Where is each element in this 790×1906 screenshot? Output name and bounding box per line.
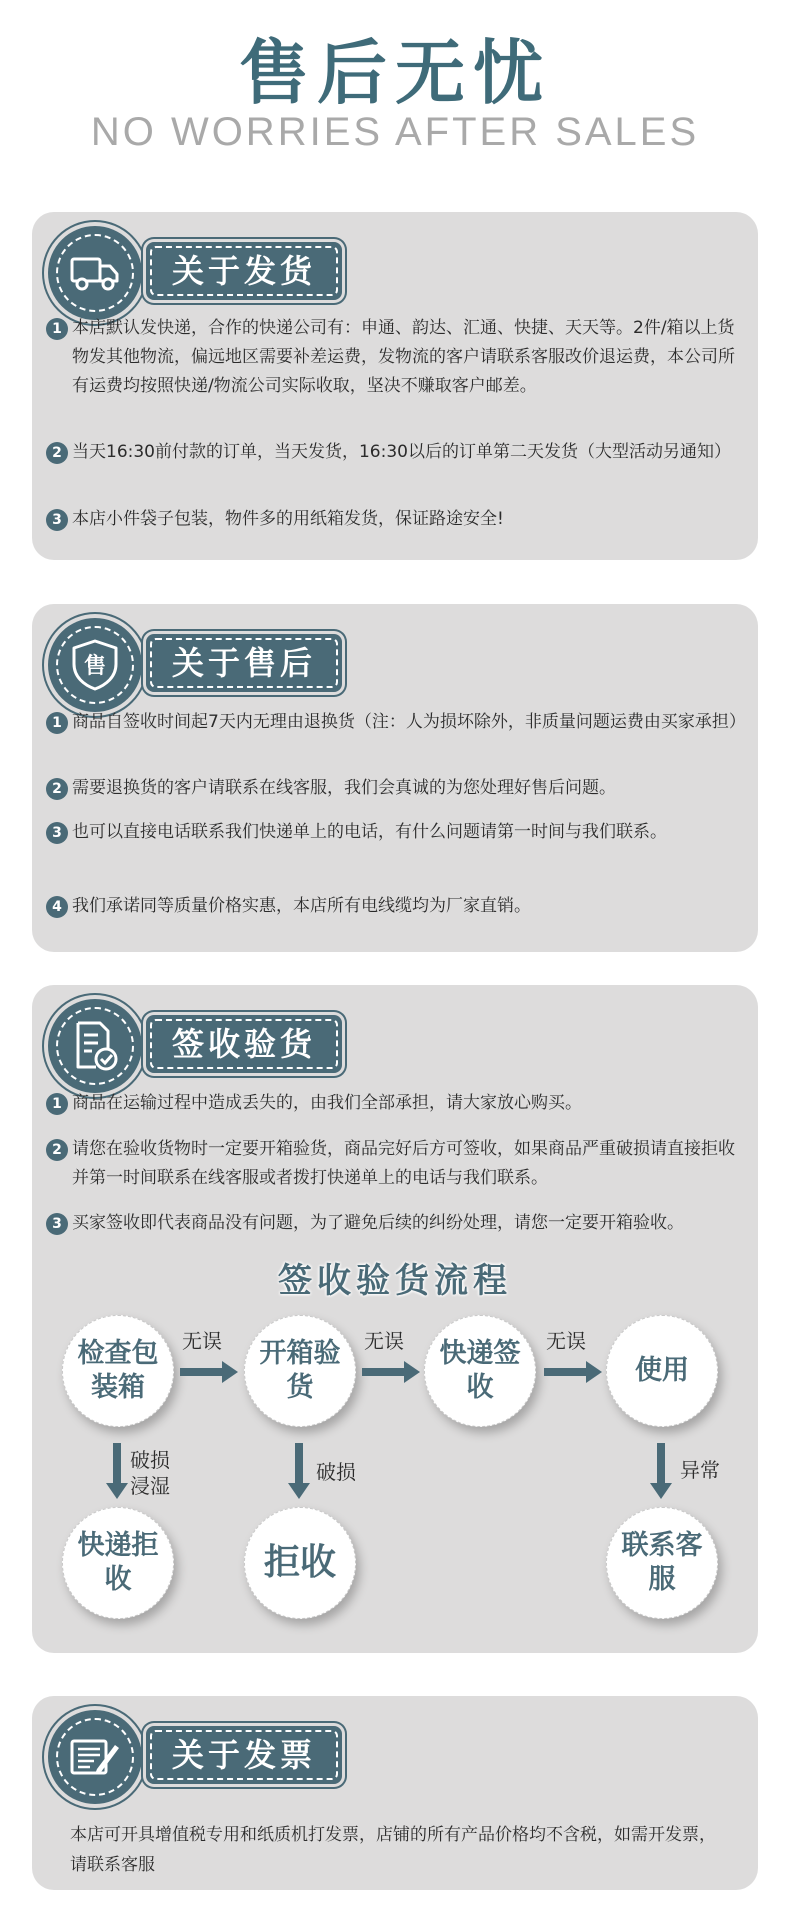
- inspection-item-1: 1 商品在运输过程中造成丢失的，由我们全部承担，请大家放心购买。: [46, 1089, 744, 1118]
- flow-arrow-down-icon: [113, 1443, 121, 1485]
- flow-result-contact-service: 联系客服: [606, 1507, 718, 1619]
- inspection-item-2: 2 请您在验收货物时一定要开箱验货，商品完好后方可签收，如果商品严重破损请直接拒收并第一时间联系在线客服或者拨打快递单上的电话与我们联系。: [46, 1135, 744, 1193]
- inspection-badge: [48, 999, 142, 1093]
- after-sales-heading: 关于售后: [146, 634, 342, 692]
- page-title: 售后无忧: [239, 32, 551, 114]
- shipping-heading: 关于发货: [146, 242, 342, 300]
- shipping-panel: [32, 212, 758, 560]
- flow-arrow-down-icon: [295, 1443, 303, 1485]
- shipping-item-1: 1 本店默认发快递，合作的快递公司有：申通、韵达、汇通、快捷、天天等。2件/箱以上货物发其他物流，偏远地区需要补差运费，发物流的客户请联系客服改价退运费，本公司所有运费均按照快递/物流公司实际收取，坚决不赚取客户邮差。: [46, 314, 744, 401]
- flow-arrow-right-icon: [180, 1368, 224, 1376]
- flow-ok-label-1: 无误: [182, 1329, 222, 1353]
- after-sales-panel: [32, 604, 758, 952]
- inspection-item-3: 3 买家签收即代表商品没有问题，为了避免后续的纠纷处理，请您一定要开箱验收。: [46, 1209, 744, 1238]
- number-badge: 1: [46, 318, 68, 340]
- after-sales-badge: [48, 618, 142, 712]
- invoice-badge: [48, 1710, 142, 1804]
- flow-ok-label-2: 无误: [364, 1329, 404, 1353]
- number-badge: 1: [46, 1093, 68, 1115]
- flow-title: 签收验货流程: [278, 1261, 512, 1301]
- invoice-heading: 关于发票: [146, 1726, 342, 1784]
- invoice-text: 本店可开具增值税专用和纸质机打发票，店铺的所有产品价格均不含税，如需开发票，请联系客服: [70, 1825, 716, 1875]
- number-badge: 3: [46, 509, 68, 531]
- inspection-panel: [32, 985, 758, 1653]
- shipping-badge: [48, 226, 142, 320]
- shipping-item-2: 2 当天16:30前付款的订单，当天发货，16:30以后的订单第二天发货（大型活动另通知）: [46, 438, 744, 467]
- flow-arrow-right-icon: [362, 1368, 406, 1376]
- number-badge: 2: [46, 442, 68, 464]
- flow-step-check-box: 检查包装箱: [62, 1315, 174, 1427]
- inspection-heading: 签收验货: [146, 1015, 342, 1073]
- flow-ok-label-3: 无误: [546, 1329, 586, 1353]
- after-sales-item-2: 2 需要退换货的客户请联系在线客服，我们会真诚的为您处理好售后问题。: [46, 774, 744, 803]
- after-sales-item-3: 3 也可以直接电话联系我们快递单上的电话，有什么问题请第一时间与我们联系。: [46, 818, 744, 847]
- flow-branch-label-1: 破损浸湿: [130, 1448, 170, 1498]
- number-badge: 3: [46, 1213, 68, 1235]
- svg-text:售: 售: [83, 654, 107, 679]
- number-badge: 4: [46, 896, 68, 918]
- flow-branch-label-3: 异常: [680, 1458, 720, 1482]
- flow-arrow-right-icon: [544, 1368, 588, 1376]
- page-subtitle: NO WORRIES AFTER SALES: [90, 110, 700, 154]
- invoice-pen-icon: [69, 1735, 121, 1779]
- number-badge: 2: [46, 778, 68, 800]
- number-badge: 1: [46, 712, 68, 734]
- flow-step-open-box: 开箱验货: [244, 1315, 356, 1427]
- number-badge: 2: [46, 1139, 68, 1161]
- flow-result-express-reject: 快递拒收: [62, 1507, 174, 1619]
- flow-result-reject: 拒收: [244, 1507, 356, 1619]
- after-sales-item-1: 1 商品自签收时间起7天内无理由退换货（注：人为损坏除外，非质量问题运费由买家承担）: [46, 708, 744, 737]
- shipping-item-3: 3 本店小件袋子包装，物件多的用纸箱发货，保证路途安全!: [46, 505, 744, 534]
- after-sales-item-4: 4 我们承诺同等质量价格实惠，本店所有电线缆均为厂家直销。: [46, 892, 744, 921]
- flow-step-use: 使用: [606, 1315, 718, 1427]
- flow-arrow-down-icon: [657, 1443, 665, 1485]
- flow-step-sign: 快递签收: [424, 1315, 536, 1427]
- delivery-truck-icon: [70, 253, 120, 293]
- invoice-panel: [32, 1696, 758, 1890]
- number-badge: 3: [46, 822, 68, 844]
- checklist-document-icon: [70, 1019, 120, 1073]
- shield-icon: [70, 638, 120, 692]
- flow-branch-label-2: 破损: [316, 1460, 356, 1484]
